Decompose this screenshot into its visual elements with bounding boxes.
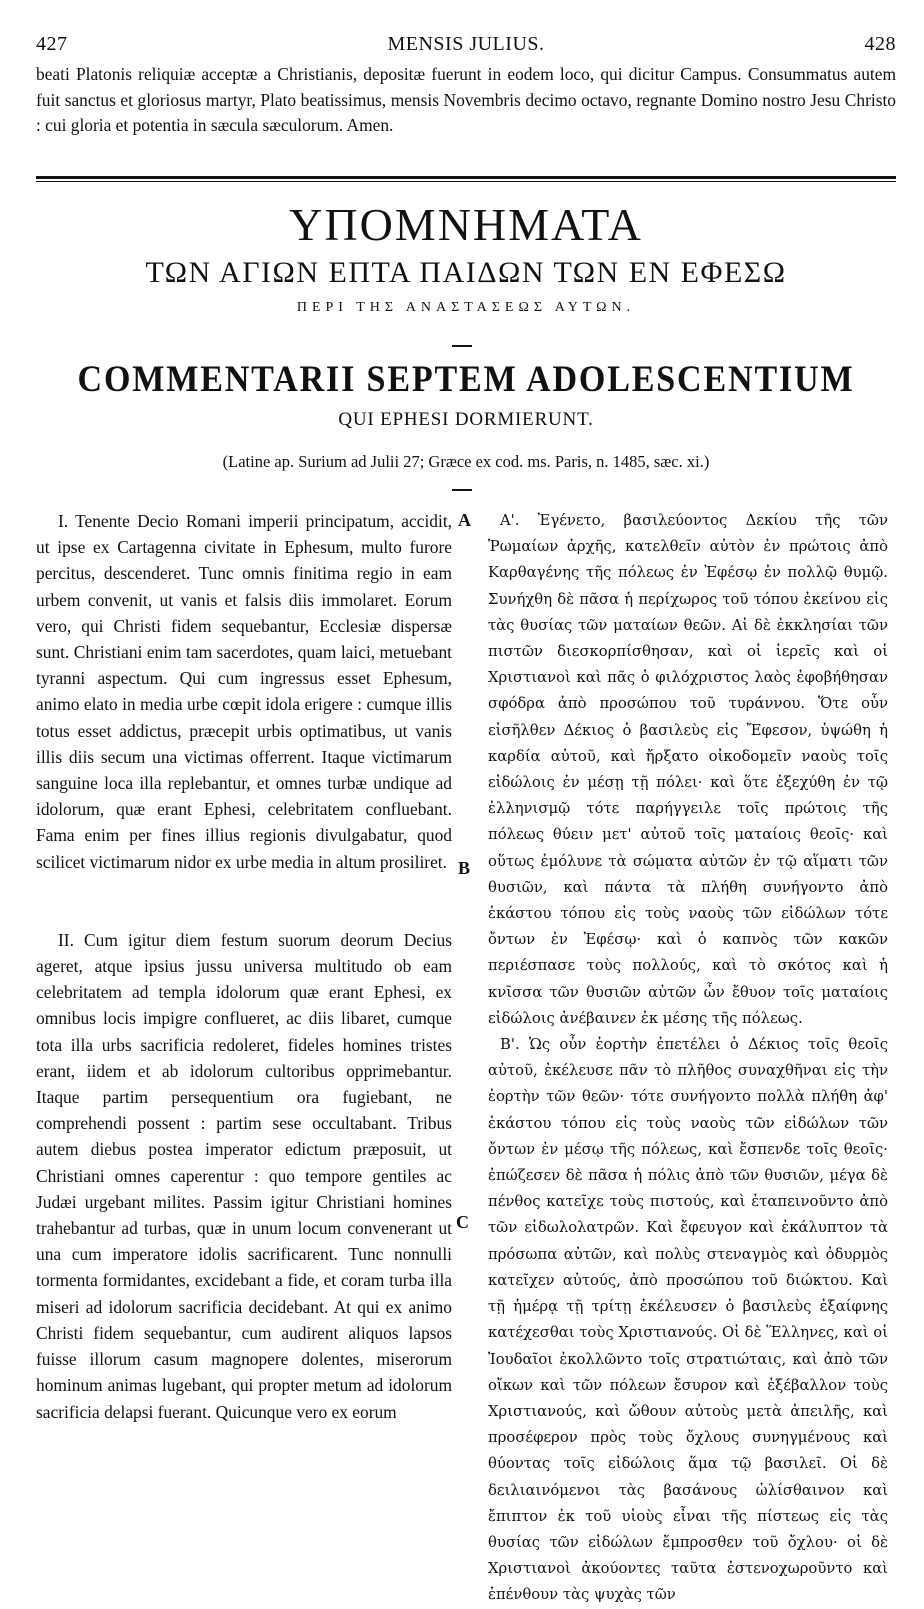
latin-section-2: II. Cum igitur diem festum suorum deorum Decius ageret, atque ipsius jussu universa multitudo ob eam celebritatem ad templa idolorum quæ erant Ephesi, ex omnibus locis impigre conflueret, ac diis libaret, cumque tota illa urbs sacrificia redoleret, fideles homines tristes erant, iidem et ab idolorum cultoribus opprimebantur. Itaque partim persequentium ora fugiebant, ne comprehendi possent : partim sese occultabant. Tribus autem diebus postea imperator edictum præposuit, ut Christiani omnes caperentur : quo tempore gentiles ac Judæi urgebant milites. Passim igitur Christiani homines trahebantur ad turbas, quæ in unum locum convenerant ut una cum imperatore idolis sacrificarent. Tunc nonnulli tormenta formidantes, excidebant a fide, et coram turba illa miseri ad idolorum sacrificia decidebant. At qui ex animo Christi fidem sequebantur, cum audirent aliquos lapsos fuisse illorum casum magnopere dolentes, miserorum hominum animas lugebant, qui propter metum ad idolorum sacrificia delapsi fuerant. Quicunque vero ex eorum — [36, 929, 452, 1422]
latin-subtitle: QUI EPHESI DORMIERUNT. — [338, 409, 594, 430]
title-dash — [452, 489, 472, 491]
greek-small-title: ΠΕΡΙ ΤΗΣ ΑΝΑΣΤΑΣΕΩΣ ΑΥΤΩΝ. — [296, 300, 636, 315]
running-header — [36, 33, 896, 57]
latin-section-1: I. Tenente Decio Romani imperii principatum, accidit, ut ipse ex Cartagenna civitate in Ephesum, multo furore percitus, descenderet. Tunc omnis finitima regio in eam urbem convenit, ut vanis et falsis diis immolaret. Eorum vero, qui Christi fidem sequebantur, Ecclesiæ dispersæ sunt. Christiani enim tam sacerdotes, quam laici, metuebant tyranni aspectum. Qui cum ingressus esset Ephesum, animo elato in media urbe cœpit idola erigere : cumque illis totus esset addictus, præcepit urbis optimatibus, ut vanis illis diis secum una victimas offerrent. Itaque victimarum sanguine loca illa replebantur, et omnes turbæ undique ad idolorum, quæ erant Ephesi, celebritatem confluebant. Fama enim per fines illius regionis divulgabatur, quod scilicet victimarum nidor ex urbe media in altum prosiliret. — [36, 511, 452, 872]
greek-section-a: Α'. Ἐγένετο, βασιλεύοντος Δεκίου τῆς τῶν Ῥωμαίων ἀρχῆς, κατελθεῖν αὐτὸν ἐν πρώτοις ἀπὸ Καρθαγένης τῆς πόλεως ἐν Ἐφέσῳ ἐν πολλῷ θυμῷ. Συνήχθη δὲ πᾶσα ἡ περίχωρος τοῦ τόπου ἐκείνου εἰς τὰς θυσίας τῶν ματαίων θεῶν. Αἱ δὲ ἐκκλησίαι τῶν πιστῶν διεσκορπίσθησαν, καὶ οἱ ἱερεῖς καὶ οἱ Χριστιανοὶ καὶ πᾶς ὁ φιλόχριστος λαὸς ἐφοβήθησαν σφόδρα ἀπὸ προσώπου τοῦ τυράννου. Ὅτε οὖν εἰσῆλθεν Δέκιος ὁ βασιλεὺς εἰς Ἔφεσον, ὑψώθη ἡ καρδία αὐτοῦ, καὶ ἤρξατο οἰκοδομεῖν ναοὺς τοῖς εἰδώλοις ἐν μέσῃ τῇ πόλει· καὶ ὅτε ἐξεχύθη ἐν τῷ ἑλληνισμῷ τότε παρήγγειλε τοῖς πρώτοις τῆς πόλεως θύειν μετ' αὐτοῦ τοῖς ματαίοις θεοῖς· καὶ οὕτως ἐμόλυνε τὰ σώματα αὐτῶν ἐν τῷ αἵματι τῶν θυσιῶν, καὶ πάντα τὰ πλήθη συνήγοντο ἀπὸ ἑκάστου τόπου εἰς τοὺς ναοὺς τῶν εἰδώλων τότε ὄντων ἐν Ἐφέσῳ· καὶ ὁ καπνὸς τῶν κακῶν περιέσπασε τοὺς πολλούς, καὶ τὸ σκότος καὶ ἡ κνῖσσα τῶν θυσιῶν αὐτῶν ὧν ἔθυον τοῖς ματαίοις εἰδώλοις ἀνέβαινεν ἐκ μέσης τῆς πόλεως. — [488, 512, 888, 1027]
margin-letter-a: A — [458, 510, 471, 530]
greek-column — [488, 508, 888, 1609]
greek-main-title: ΥΠΟΜΝΗΜΑΤΑ — [289, 199, 643, 250]
carryover-text: beati Platonis reliquiæ acceptæ a Christianis, depositæ fuerunt in eodem loco, qui dicitur Campus. Consummatus autem fuit sanctus et gloriosus martyr, Plato beatissimus, mensis Novembris decimo octavo, regnante Domino nostro Jesu Christo : cui gloria et potentia in sæcula sæculorum. Amen. — [36, 64, 896, 135]
margin-letter-b: B — [458, 858, 471, 878]
section-divider-thin — [36, 181, 896, 182]
latin-column — [36, 508, 452, 1425]
section-divider-thick — [36, 176, 896, 179]
margin-letter-c: C — [456, 1212, 469, 1232]
running-title: MENSIS JULIUS. — [387, 33, 545, 55]
greek-subtitle: ΤΩΝ ΑΓΙΩΝ ΕΠΤΑ ΠΑΙΔΩΝ ΤΩΝ ΕΝ ΕΦΕΣΩ — [145, 256, 787, 289]
title-dash — [452, 345, 472, 347]
page-number-right: 428 — [864, 33, 896, 55]
greek-section-b: Β'. Ὡς οὖν ἑορτὴν ἐπετέλει ὁ Δέκιος τοῖς θεοῖς αὐτοῦ, ἐκέλευσε πᾶν τὸ πλῆθος συναχθῆναι εἰς τὴν ἑορτὴν τῶν θεῶν· τότε συνήγοντο πολλὰ πλήθη ἀφ' ἑκάστου τόπου εἰς τοὺς ναοὺς τῶν εἰδώλων τῶν ὄντων ἐν μέσῳ τῆς πόλεως, καὶ ἔσπενδε τοῖς θεοῖς· ἐπώζεσεν δὲ πᾶσα ἡ πόλις ἀπὸ τῶν θυσιῶν, μέγα δὲ πένθος κατεῖχε τοὺς πιστούς, καὶ ἐταπεινοῦντο ἀπὸ τῶν εἰδωλολατρῶν. Καὶ ἔφευγον καὶ ἐκάλυπτον τὰ πρόσωπα αὐτῶν, καὶ πολὺς στεναγμὸς καὶ ὀδυρμὸς κατεῖχεν αὐτούς, ἀπὸ προσώπου τοῦ διώκτου. Καὶ τῇ ἡμέρᾳ τῇ τρίτῃ ἐκέλευσεν ὁ βασιλεὺς ἐξαίφνης κατέχεσθαι τοὺς Χριστιανούς. Οἱ δὲ Ἕλληνες, καὶ οἱ Ἰουδαῖοι ἐκολλῶντο τοῖς στρατιώταις, καὶ ἀπὸ τῶν οἴκων καὶ τῶν πόλεων ἔσυρον καὶ ἐξέβαλλον τοὺς Χριστιανούς, καὶ ὤθουν αὐτοὺς μετὰ ἀπειλῆς, καὶ προσέφερον πρὸς τοὺς ὄχλους συνηγμένους καὶ θύοντας τοῖς εἰδώλοις ἅμα τῷ βασιλεῖ. Οἱ δὲ δειλιαινόμενοι τὰς βασάνους ὠλίσθαινον καὶ ἔπιπτον ἐκ τοῦ υἱοὺς εἶναι τῆς πίστεως εἰς τὰς θυσίας τῶν εἰδώλων ἔμπροσθεν τοῦ ὄχλου· οἱ δὲ Χριστιανοὶ ἀκούοντες ταῦτα ἐστενοχωροῦντο καὶ ἐπένθουν τὰς ψυχὰς τῶν — [488, 1036, 888, 1604]
latin-main-title: COMMENTARII SEPTEM ADOLESCENTIUM — [77, 359, 855, 400]
source-note: (Latine ap. Surium ad Julii 27; Græce ex cod. ms. Paris, n. 1485, sæc. xi.) — [222, 452, 710, 471]
page-number-left: 427 — [36, 33, 68, 55]
carryover-paragraph — [36, 62, 896, 139]
